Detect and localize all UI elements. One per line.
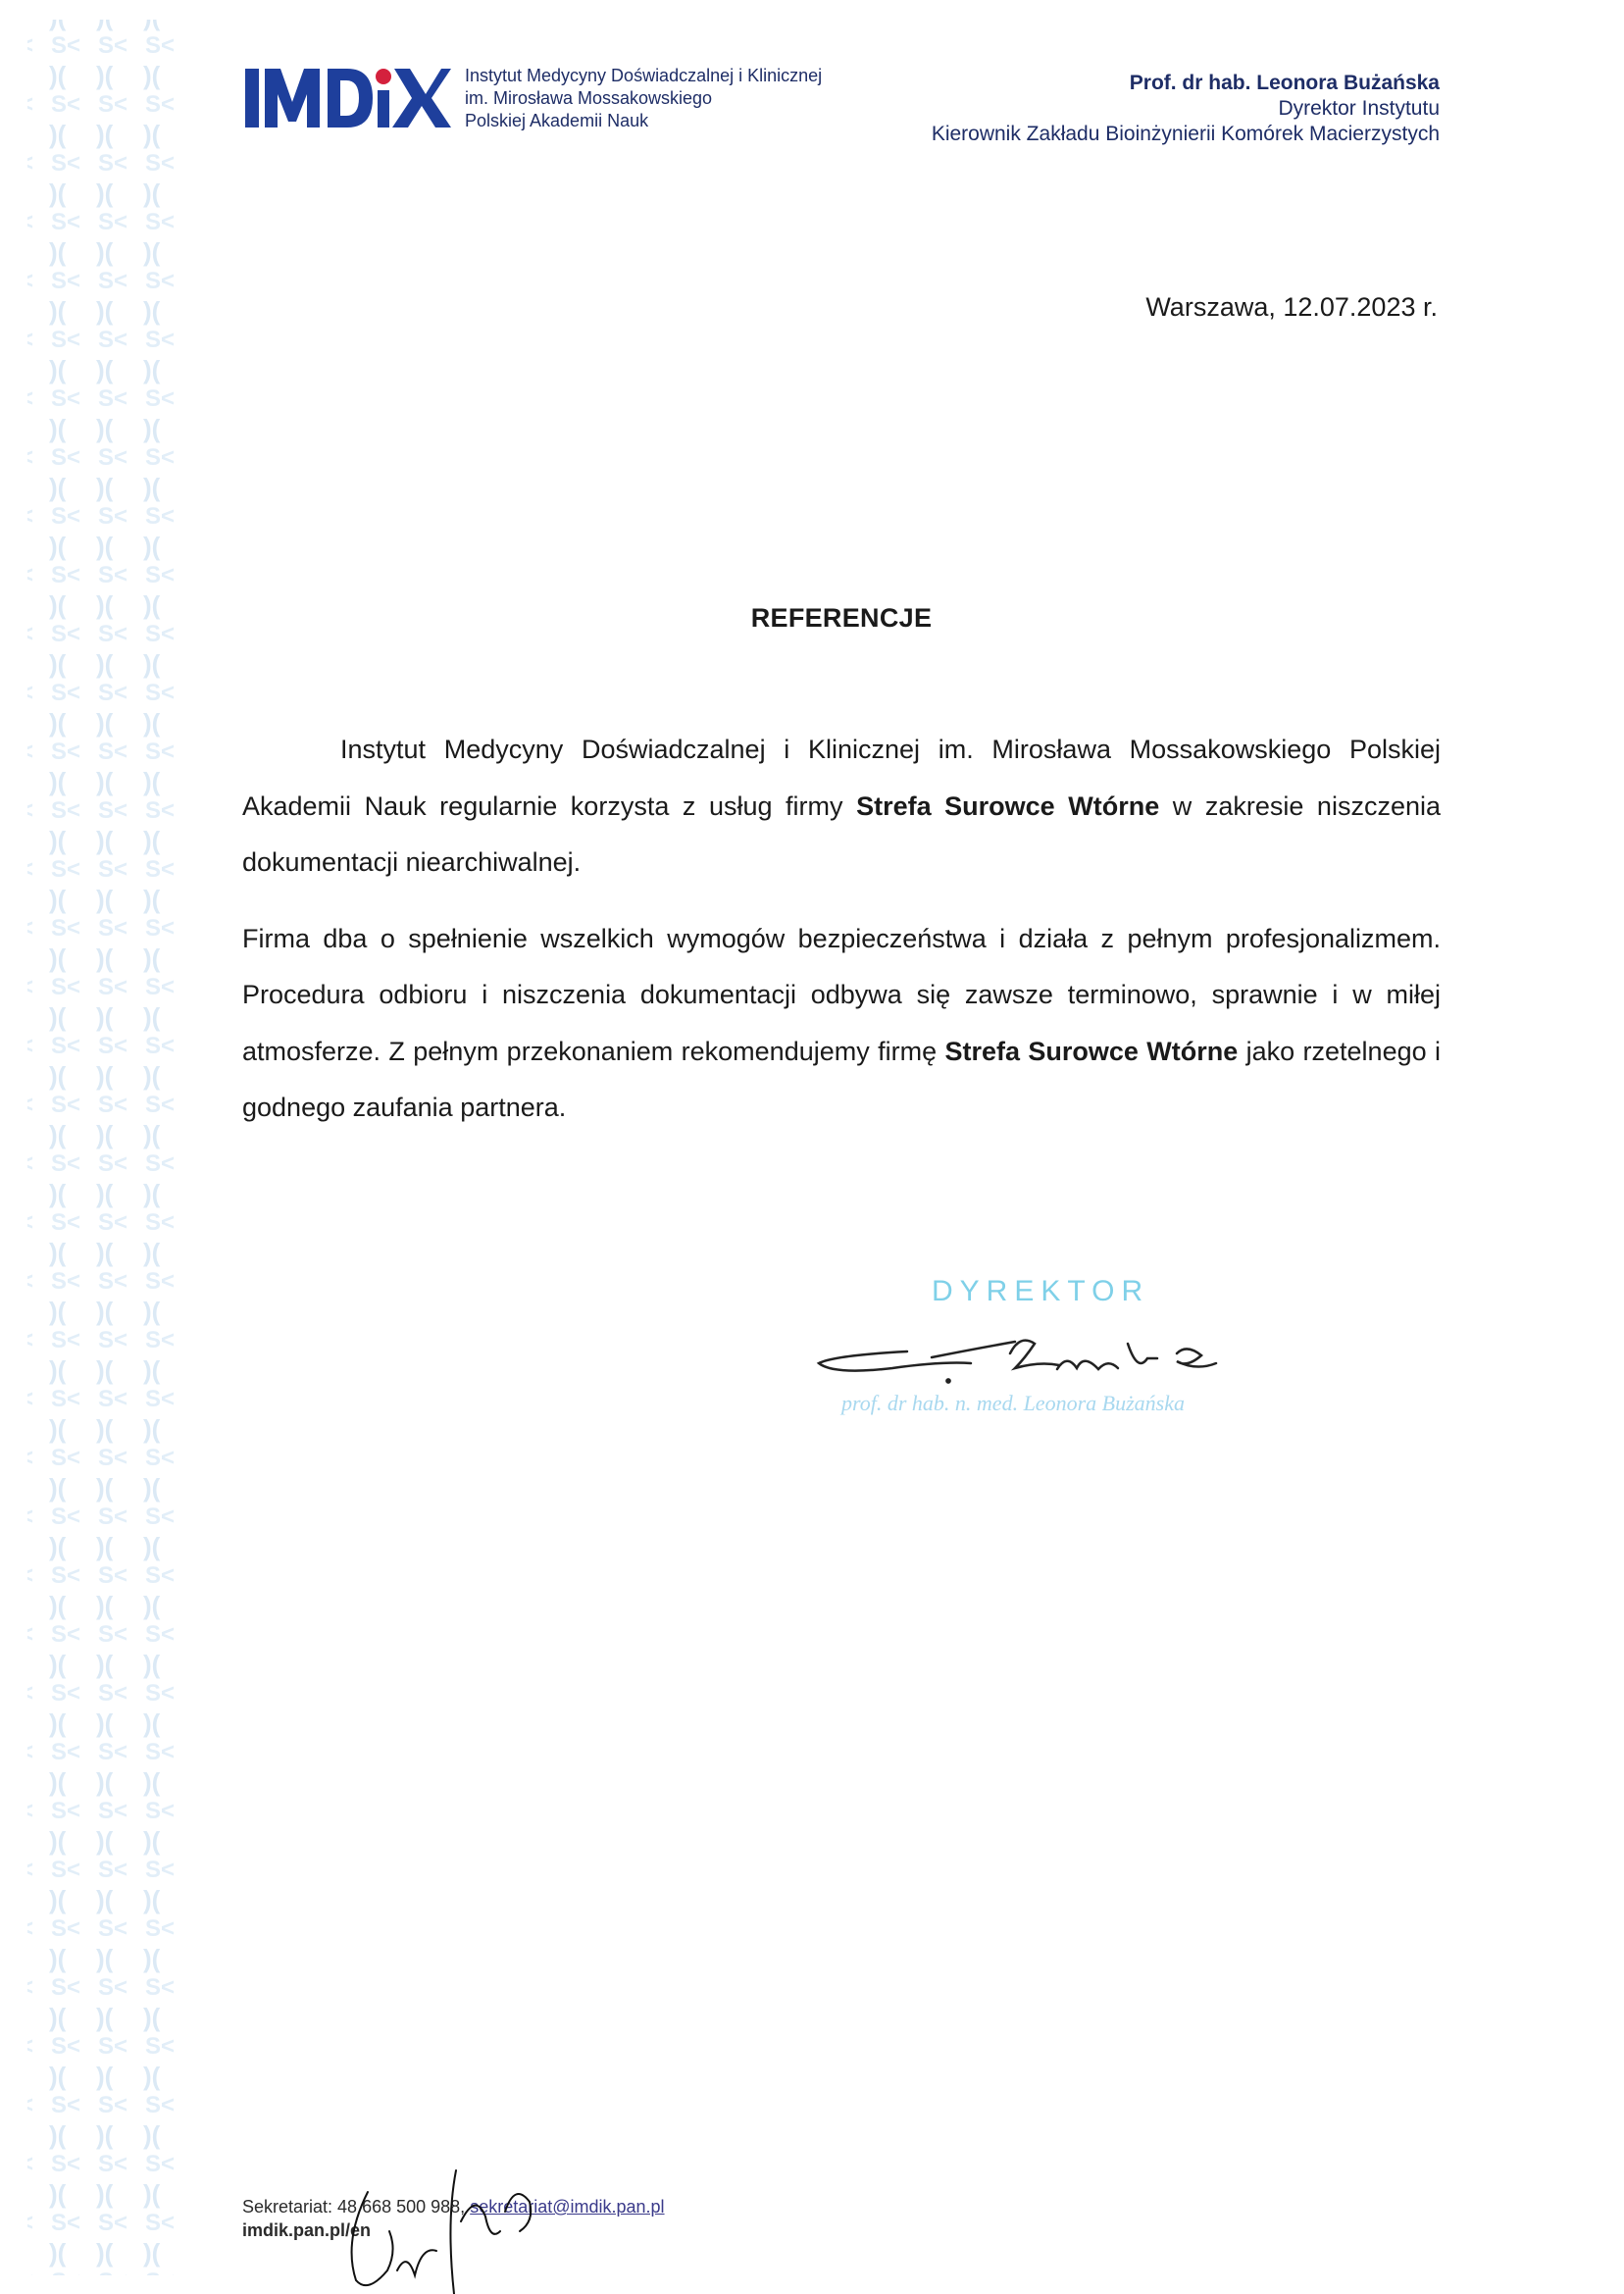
institute-line-3: Polskiej Akademii Nauk [465,111,649,130]
paragraph-2-text-a: Firma dba o spełnienie wszelkich wymogów bezpieczeństwa i działa z pełnym profesjonalizmem. Procedura odbioru i niszczenia dokumentacji odbywa się zawsze terminowo, sprawnie i w miłej atmosferze. Z pełnym przekonaniem rekomendujemy firmę [242,923,1441,1066]
phone-number: 48 668 500 988, [337,2197,466,2217]
company-name-2: Strefa Surowce Wtórne [944,1036,1239,1066]
paragraph-2 [242,911,1441,1137]
institute-line-2: im. Mirosława Mossakowskiego [465,88,713,108]
institute-name [465,65,822,132]
document-title: REFERENCJE [750,603,933,633]
director-name: Prof. dr hab. Leonora Bużańska [1129,72,1440,94]
signature-image [814,1314,1304,1393]
letter-date: Warszawa, 12.07.2023 r. [1145,292,1438,322]
paragraph-1-text-a: Instytut Medycyny Doświadczalnej i Klinicznej im. Mirosława Mossakowskiego Polskiej Akademii Nauk regularnie korzysta z usług firmy [242,735,1441,821]
director-department: Kierownik Zakładu Bioinżynierii Komórek Macierzystych [931,123,1440,145]
sekretariat-label: Sekretariat: [242,2197,338,2217]
institute-line-1: Instytut Medycyny Doświadczalnej i Klinicznej [465,66,823,85]
svg-text:IMDiK: IMDiK [245,63,248,64]
company-name-1: Strefa Surowce Wtórne [856,790,1160,821]
stamp-title: DYREKTOR [932,1275,1150,1307]
paragraph-1 [242,722,1441,892]
imdik-logo [245,63,451,131]
watermark-pattern [0,0,196,2294]
stamp-name: prof. dr hab. n. med. Leonora Bużańska [841,1391,1185,1415]
paragraph-2-text-c: jako rzetelnego i godnego zaufania partnera. [242,1036,1441,1122]
letter-body [242,722,1441,1137]
email-link[interactable]: sekretariat@imdik.pan.pl [470,2197,665,2217]
paragraph-1-text-c: w zakresie niszczenia dokumentacji niearchiwalnej. [242,790,1441,877]
handwritten-scribble [329,2163,554,2294]
director-role: Dyrektor Instytutu [1278,97,1440,120]
director-header [932,71,1440,147]
website-link[interactable]: imdik.pan.pl/en [242,2220,372,2240]
